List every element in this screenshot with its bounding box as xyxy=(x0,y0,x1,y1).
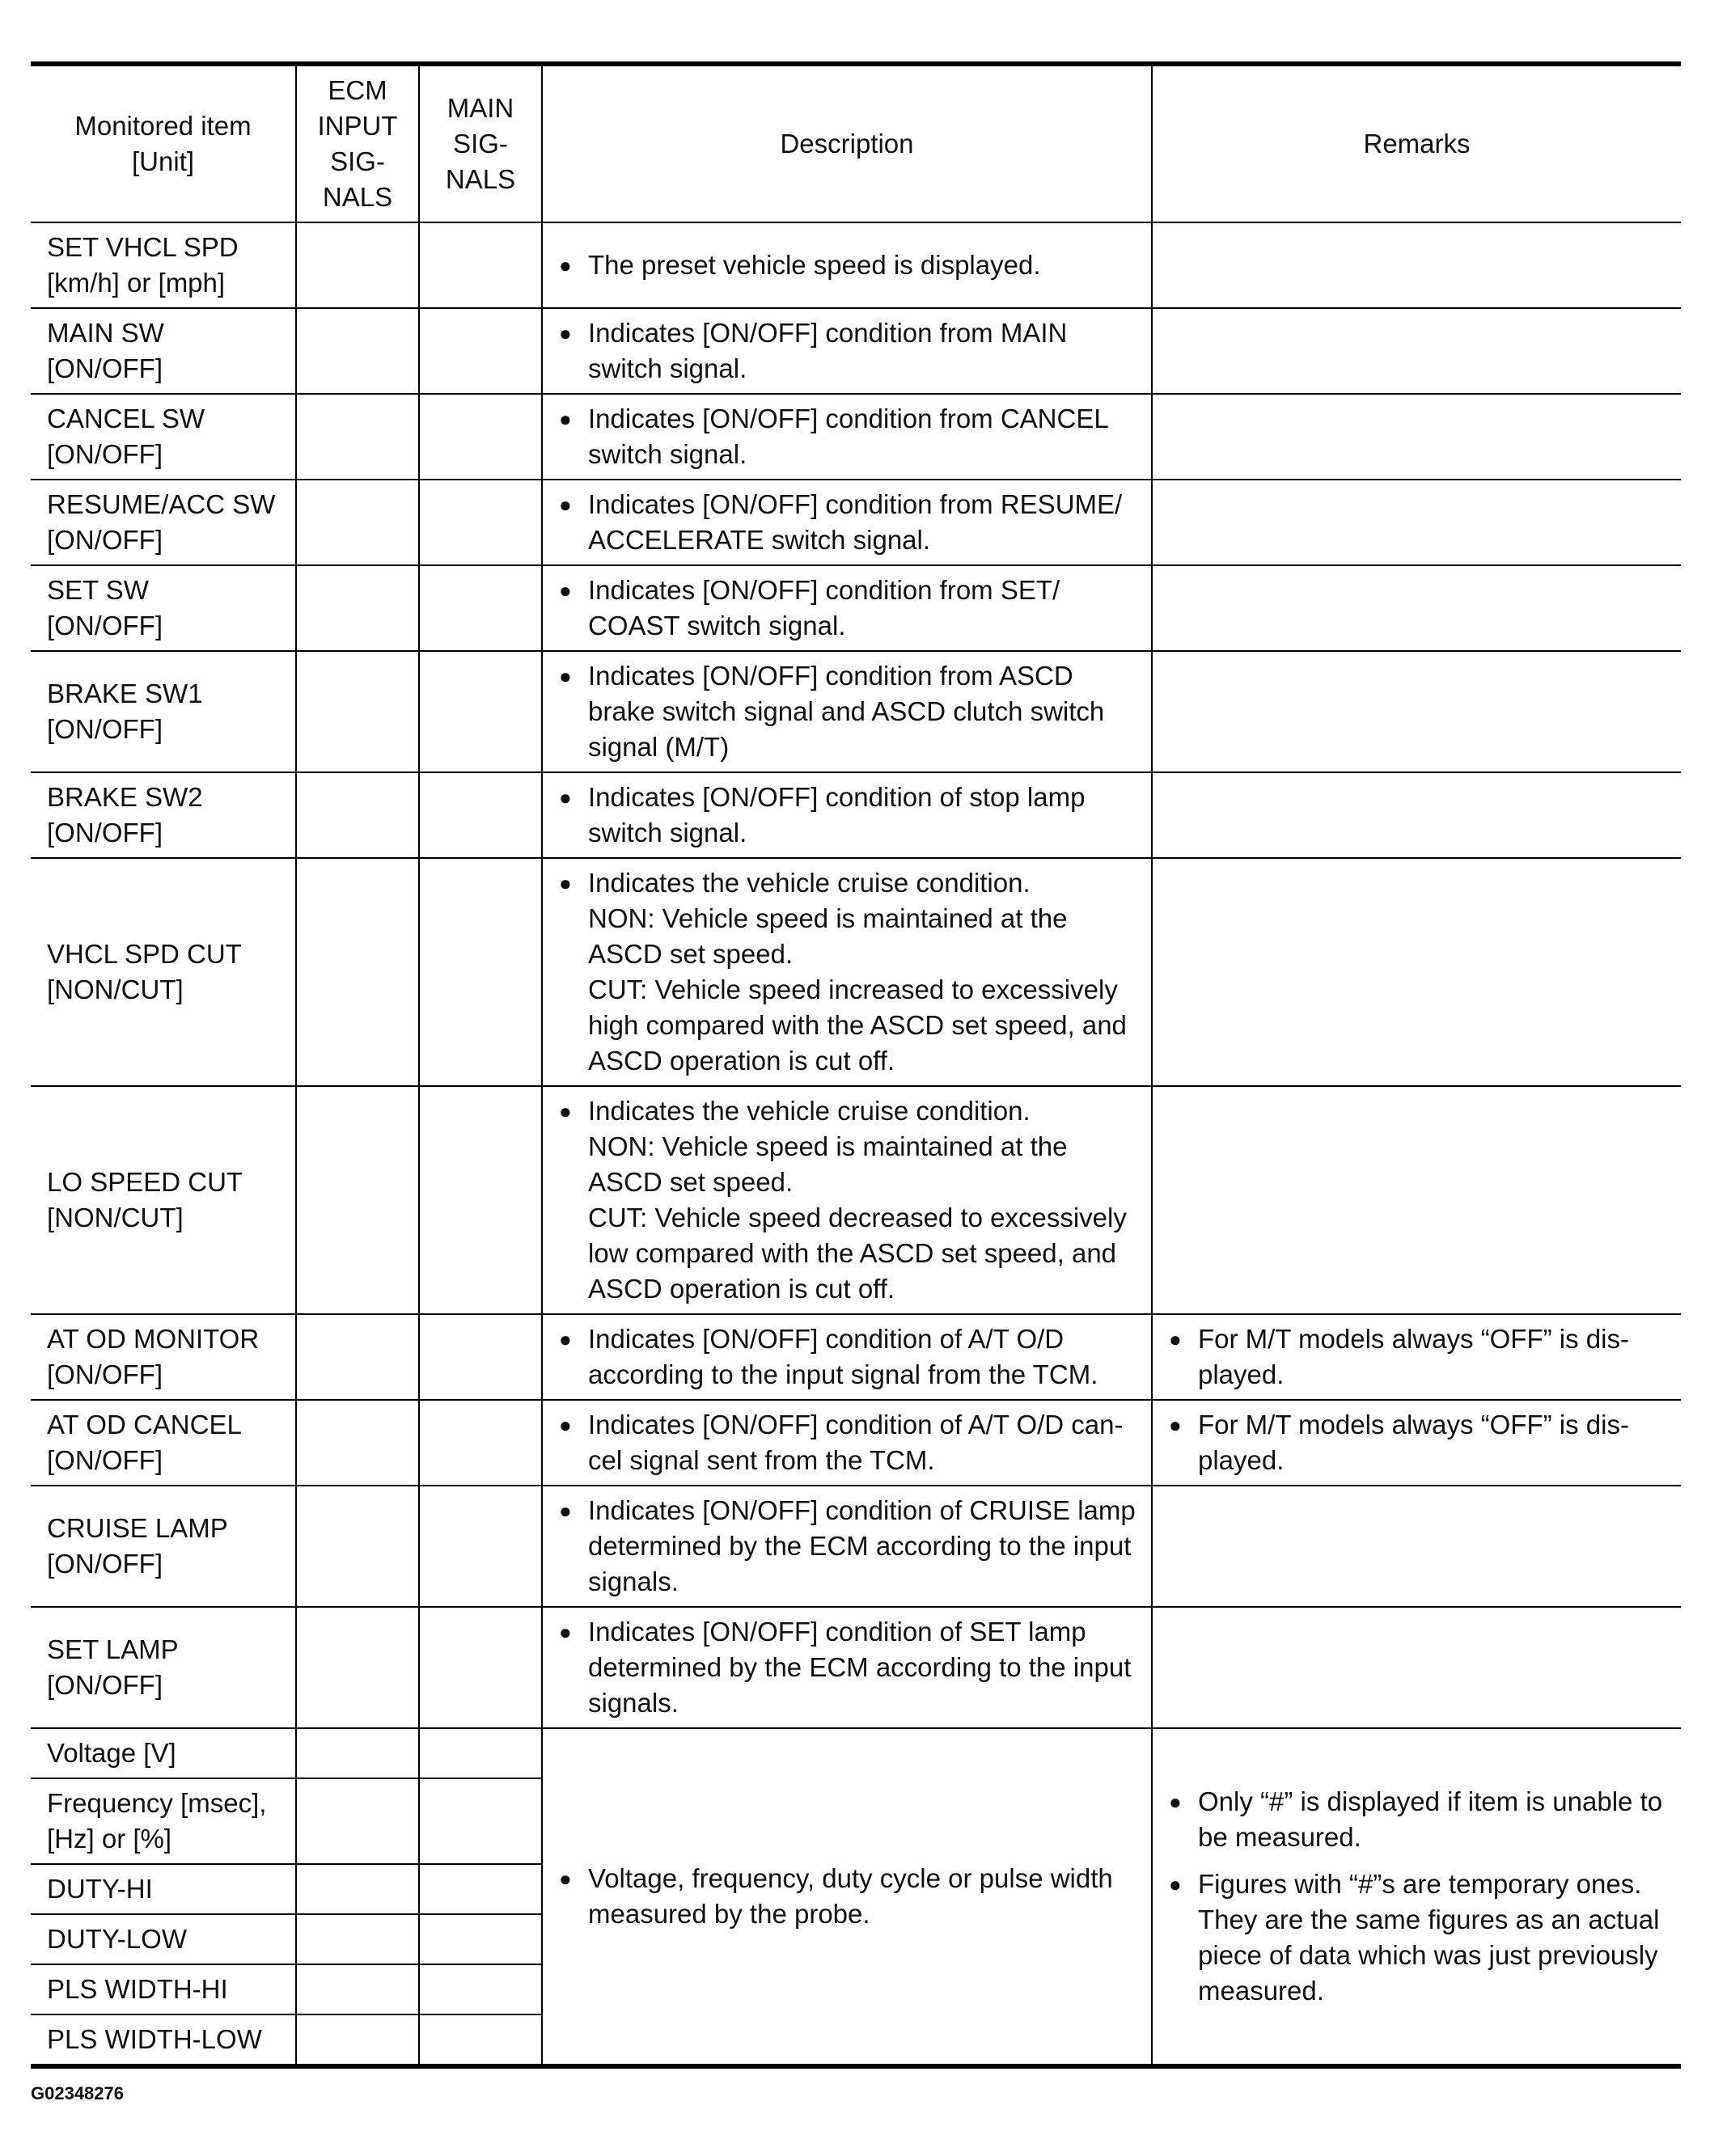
item-line: SET LAMP xyxy=(47,1634,179,1664)
ecm-input-signal-cell xyxy=(296,1728,419,1778)
remarks-cell xyxy=(1152,1400,1681,1486)
main-signal-cell xyxy=(419,1964,542,2014)
monitor-item-sheet xyxy=(31,61,1681,2069)
item-line: SET VHCL SPD xyxy=(47,232,239,262)
item-line: [ON/OFF] xyxy=(47,1359,163,1389)
description-bullet: ● Indicates [ON/OFF] condition of SET lamp determined by the ECM according to the input signals. xyxy=(559,1614,1141,1721)
main-signal-cell xyxy=(419,1728,542,1778)
description-bullet: ● Indicates [ON/OFF] condition from ASCD brake switch signal and ASCD clutch switch signal (M/T) xyxy=(559,658,1141,765)
description-line: CUT: Vehicle speed decreased to excessively low compared with the ASCD set speed, and ASCD operation is cut off. xyxy=(588,1203,1127,1304)
description-bullet: ● Indicates [ON/OFF] condition from SET/ COAST switch signal. xyxy=(559,573,1141,644)
description-bullet: ● Indicates [ON/OFF] condition from MAIN switch signal. xyxy=(559,315,1141,387)
monitored-item-cell xyxy=(31,1086,296,1314)
table-row xyxy=(31,772,1681,858)
remark-bullet: ● Figures with “#”s are temporary ones. They are the same figures as an actual piece of data which was just previously measured. xyxy=(1169,1866,1671,2009)
ecm-input-signal-cell xyxy=(296,651,419,772)
table-row xyxy=(31,651,1681,772)
item-line: AT OD CANCEL xyxy=(47,1410,242,1439)
ecm-input-signal-cell xyxy=(296,1400,419,1486)
monitored-item-cell: PLS WIDTH-HI xyxy=(31,1964,296,2014)
remarks-cell xyxy=(1152,1086,1681,1314)
item-line: [km/h] or [mph] xyxy=(47,268,226,298)
item-line: [NON/CUT] xyxy=(47,1203,184,1232)
main-signal-cell xyxy=(419,1486,542,1607)
item-line: LO SPEED CUT xyxy=(47,1167,243,1197)
table-row xyxy=(31,565,1681,651)
ecm-input-signal-cell xyxy=(296,1086,419,1314)
description-line: NON: Vehicle speed is maintained at the ASCD set speed. xyxy=(588,1131,1068,1197)
remarks-cell xyxy=(1152,222,1681,308)
description-cell xyxy=(542,308,1152,394)
item-line: RESUME/ACC SW xyxy=(47,489,276,519)
monitored-item-cell xyxy=(31,1314,296,1400)
item-line: [ON/OFF] xyxy=(47,439,163,469)
ecm-input-signal-cell xyxy=(296,480,419,565)
monitored-item-cell xyxy=(31,565,296,651)
description-line: CUT: Vehicle speed increased to excessively high compared with the ASCD set speed, and ASCD operation is cut off. xyxy=(588,974,1127,1076)
header-line: SIG- xyxy=(330,146,385,176)
remark-bullet: ● Only “#” is displayed if item is unable to be measured. xyxy=(1169,1784,1671,1855)
item-line: [ON/OFF] xyxy=(47,353,163,383)
monitored-item-cell xyxy=(31,394,296,480)
table-row xyxy=(31,222,1681,308)
ecm-input-signal-cell xyxy=(296,1314,419,1400)
description-cell xyxy=(542,772,1152,858)
figure-id: G02348276 xyxy=(31,2083,124,2103)
remarks-cell xyxy=(1152,1314,1681,1400)
description-cell xyxy=(542,394,1152,480)
monitored-item-cell xyxy=(31,858,296,1086)
table-row xyxy=(31,1314,1681,1400)
remarks-cell xyxy=(1152,772,1681,858)
table-row xyxy=(31,1086,1681,1314)
monitored-item-cell: Voltage [V] xyxy=(31,1728,296,1778)
ecm-input-signal-cell xyxy=(296,394,419,480)
description-bullet: ● Indicates [ON/OFF] condition of CRUISE lamp determined by the ECM according to the input signals. xyxy=(559,1493,1141,1600)
main-signal-cell xyxy=(419,772,542,858)
main-signal-cell xyxy=(419,222,542,308)
item-line: [NON/CUT] xyxy=(47,974,184,1004)
header-line: MAIN xyxy=(447,93,514,123)
table-row xyxy=(31,394,1681,480)
main-signal-cell xyxy=(419,2014,542,2066)
ecm-input-signal-cell xyxy=(296,1964,419,2014)
description-cell xyxy=(542,1086,1152,1314)
main-signal-cell xyxy=(419,1314,542,1400)
table-body xyxy=(31,222,1681,2066)
monitored-item-cell xyxy=(31,1607,296,1728)
header-line: INPUT xyxy=(317,111,398,141)
main-signal-cell xyxy=(419,308,542,394)
ecm-input-signal-cell xyxy=(296,1864,419,1914)
ecm-input-signal-cell xyxy=(296,2014,419,2066)
remarks-cell xyxy=(1152,308,1681,394)
monitored-item-cell xyxy=(31,651,296,772)
ecm-input-signal-cell xyxy=(296,1607,419,1728)
header-line: NALS xyxy=(322,182,393,212)
description-cell xyxy=(542,858,1152,1086)
table-row xyxy=(31,1486,1681,1607)
item-line: CANCEL SW xyxy=(47,404,205,433)
table-row xyxy=(31,858,1681,1086)
header-monitored-item xyxy=(31,64,296,222)
monitored-item-cell xyxy=(31,1486,296,1607)
remarks-cell xyxy=(1152,480,1681,565)
item-line: [ON/OFF] xyxy=(47,1445,163,1475)
monitored-item-cell: PLS WIDTH-LOW xyxy=(31,2014,296,2066)
item-line: [ON/OFF] xyxy=(47,525,163,555)
description-line: NON: Vehicle speed is maintained at the ASCD set speed. xyxy=(588,903,1068,969)
description-bullet: ● Indicates [ON/OFF] condition of A/T O/D according to the input signal from the TCM. xyxy=(559,1321,1141,1393)
main-signal-cell xyxy=(419,1607,542,1728)
item-line: [ON/OFF] xyxy=(47,1670,163,1700)
main-signal-cell xyxy=(419,858,542,1086)
item-line: [ON/OFF] xyxy=(47,714,163,744)
remarks-cell xyxy=(1152,1607,1681,1728)
description-cell xyxy=(542,480,1152,565)
header-line: SIG- xyxy=(453,129,508,159)
monitored-item-cell: DUTY-HI xyxy=(31,1864,296,1914)
description-bullet: ● Voltage, frequency, duty cycle or pulse width measured by the probe. xyxy=(559,1861,1141,1932)
ecm-input-signal-cell xyxy=(296,1486,419,1607)
remarks-cell xyxy=(1152,565,1681,651)
table-row xyxy=(31,308,1681,394)
header-remarks: Remarks xyxy=(1152,64,1681,222)
description-cell xyxy=(542,222,1152,308)
table-row xyxy=(31,1607,1681,1728)
remarks-cell xyxy=(1152,651,1681,772)
main-signal-cell xyxy=(419,394,542,480)
monitored-item-cell xyxy=(31,772,296,858)
description-bullet: ● Indicates [ON/OFF] condition of stop lamp switch signal. xyxy=(559,780,1141,851)
main-signal-cell xyxy=(419,1864,542,1914)
ecm-input-signal-cell xyxy=(296,1914,419,1964)
ecm-input-signal-cell xyxy=(296,772,419,858)
main-signal-cell xyxy=(419,1086,542,1314)
ecm-input-signal-cell xyxy=(296,858,419,1086)
table-row xyxy=(31,1400,1681,1486)
main-signal-cell xyxy=(419,1778,542,1864)
item-line: VHCL SPD CUT xyxy=(47,939,242,969)
main-signal-cell xyxy=(419,1400,542,1486)
header-description: Description xyxy=(542,64,1152,222)
remarks-cell xyxy=(1152,394,1681,480)
ecm-input-signal-cell xyxy=(296,565,419,651)
description-bullet: ● Indicates [ON/OFF] condition from CANCEL switch signal. xyxy=(559,401,1141,472)
main-signal-cell xyxy=(419,1914,542,1964)
ecm-input-signal-cell xyxy=(296,1778,419,1864)
item-line: SET SW xyxy=(47,575,149,605)
main-signal-cell xyxy=(419,480,542,565)
monitored-item-cell xyxy=(31,308,296,394)
ecm-input-signal-cell xyxy=(296,222,419,308)
monitored-item-table xyxy=(31,61,1681,2069)
item-line: MAIN SW xyxy=(47,318,164,348)
item-line: CRUISE LAMP xyxy=(47,1513,228,1543)
header-ecm-input-signals xyxy=(296,64,419,222)
description-cell xyxy=(542,1314,1152,1400)
description-bullet: ● Indicates [ON/OFF] condition of A/T O/D can-cel signal sent from the TCM. xyxy=(559,1407,1141,1478)
header-line: ECM xyxy=(328,75,387,105)
header-line: [Unit] xyxy=(131,146,195,176)
monitored-item-cell xyxy=(31,222,296,308)
table-row xyxy=(31,1728,1681,1778)
main-signal-cell xyxy=(419,565,542,651)
description-cell xyxy=(542,1728,1152,2066)
description-cell xyxy=(542,1607,1152,1728)
header-line: NALS xyxy=(445,164,516,194)
item-line: [ON/OFF] xyxy=(47,611,163,640)
remark-bullet: ● For M/T models always “OFF” is dis-played. xyxy=(1169,1407,1671,1478)
header-main-signals xyxy=(419,64,542,222)
remarks-cell xyxy=(1152,1486,1681,1607)
description-bullet: ● The preset vehicle speed is displayed. xyxy=(559,247,1141,283)
description-cell xyxy=(542,1486,1152,1607)
item-line: BRAKE SW2 xyxy=(47,782,203,812)
description-bullet: ● Indicates [ON/OFF] condition from RESUME/ ACCELERATE switch signal. xyxy=(559,487,1141,558)
monitored-item-cell xyxy=(31,1400,296,1486)
description-bullet: ● Indicates the vehicle cruise condition. xyxy=(559,865,1141,901)
table-row xyxy=(31,480,1681,565)
remarks-cell xyxy=(1152,1728,1681,2066)
remark-bullet: ● For M/T models always “OFF” is dis-played. xyxy=(1169,1321,1671,1393)
description-cell xyxy=(542,1400,1152,1486)
ecm-input-signal-cell xyxy=(296,308,419,394)
remarks-cell xyxy=(1152,858,1681,1086)
monitored-item-cell: DUTY-LOW xyxy=(31,1914,296,1964)
monitored-item-cell: Frequency [msec], [Hz] or [%] xyxy=(31,1778,296,1864)
item-line: BRAKE SW1 xyxy=(47,679,203,708)
description-bullet: ● Indicates the vehicle cruise condition. xyxy=(559,1093,1141,1129)
description-cell xyxy=(542,565,1152,651)
main-signal-cell xyxy=(419,651,542,772)
description-cell xyxy=(542,651,1152,772)
item-line: [ON/OFF] xyxy=(47,1549,163,1579)
monitored-item-cell xyxy=(31,480,296,565)
item-line: AT OD MONITOR xyxy=(47,1324,260,1354)
header-row xyxy=(31,64,1681,222)
item-line: [ON/OFF] xyxy=(47,818,163,848)
header-line: Monitored item xyxy=(74,111,252,141)
